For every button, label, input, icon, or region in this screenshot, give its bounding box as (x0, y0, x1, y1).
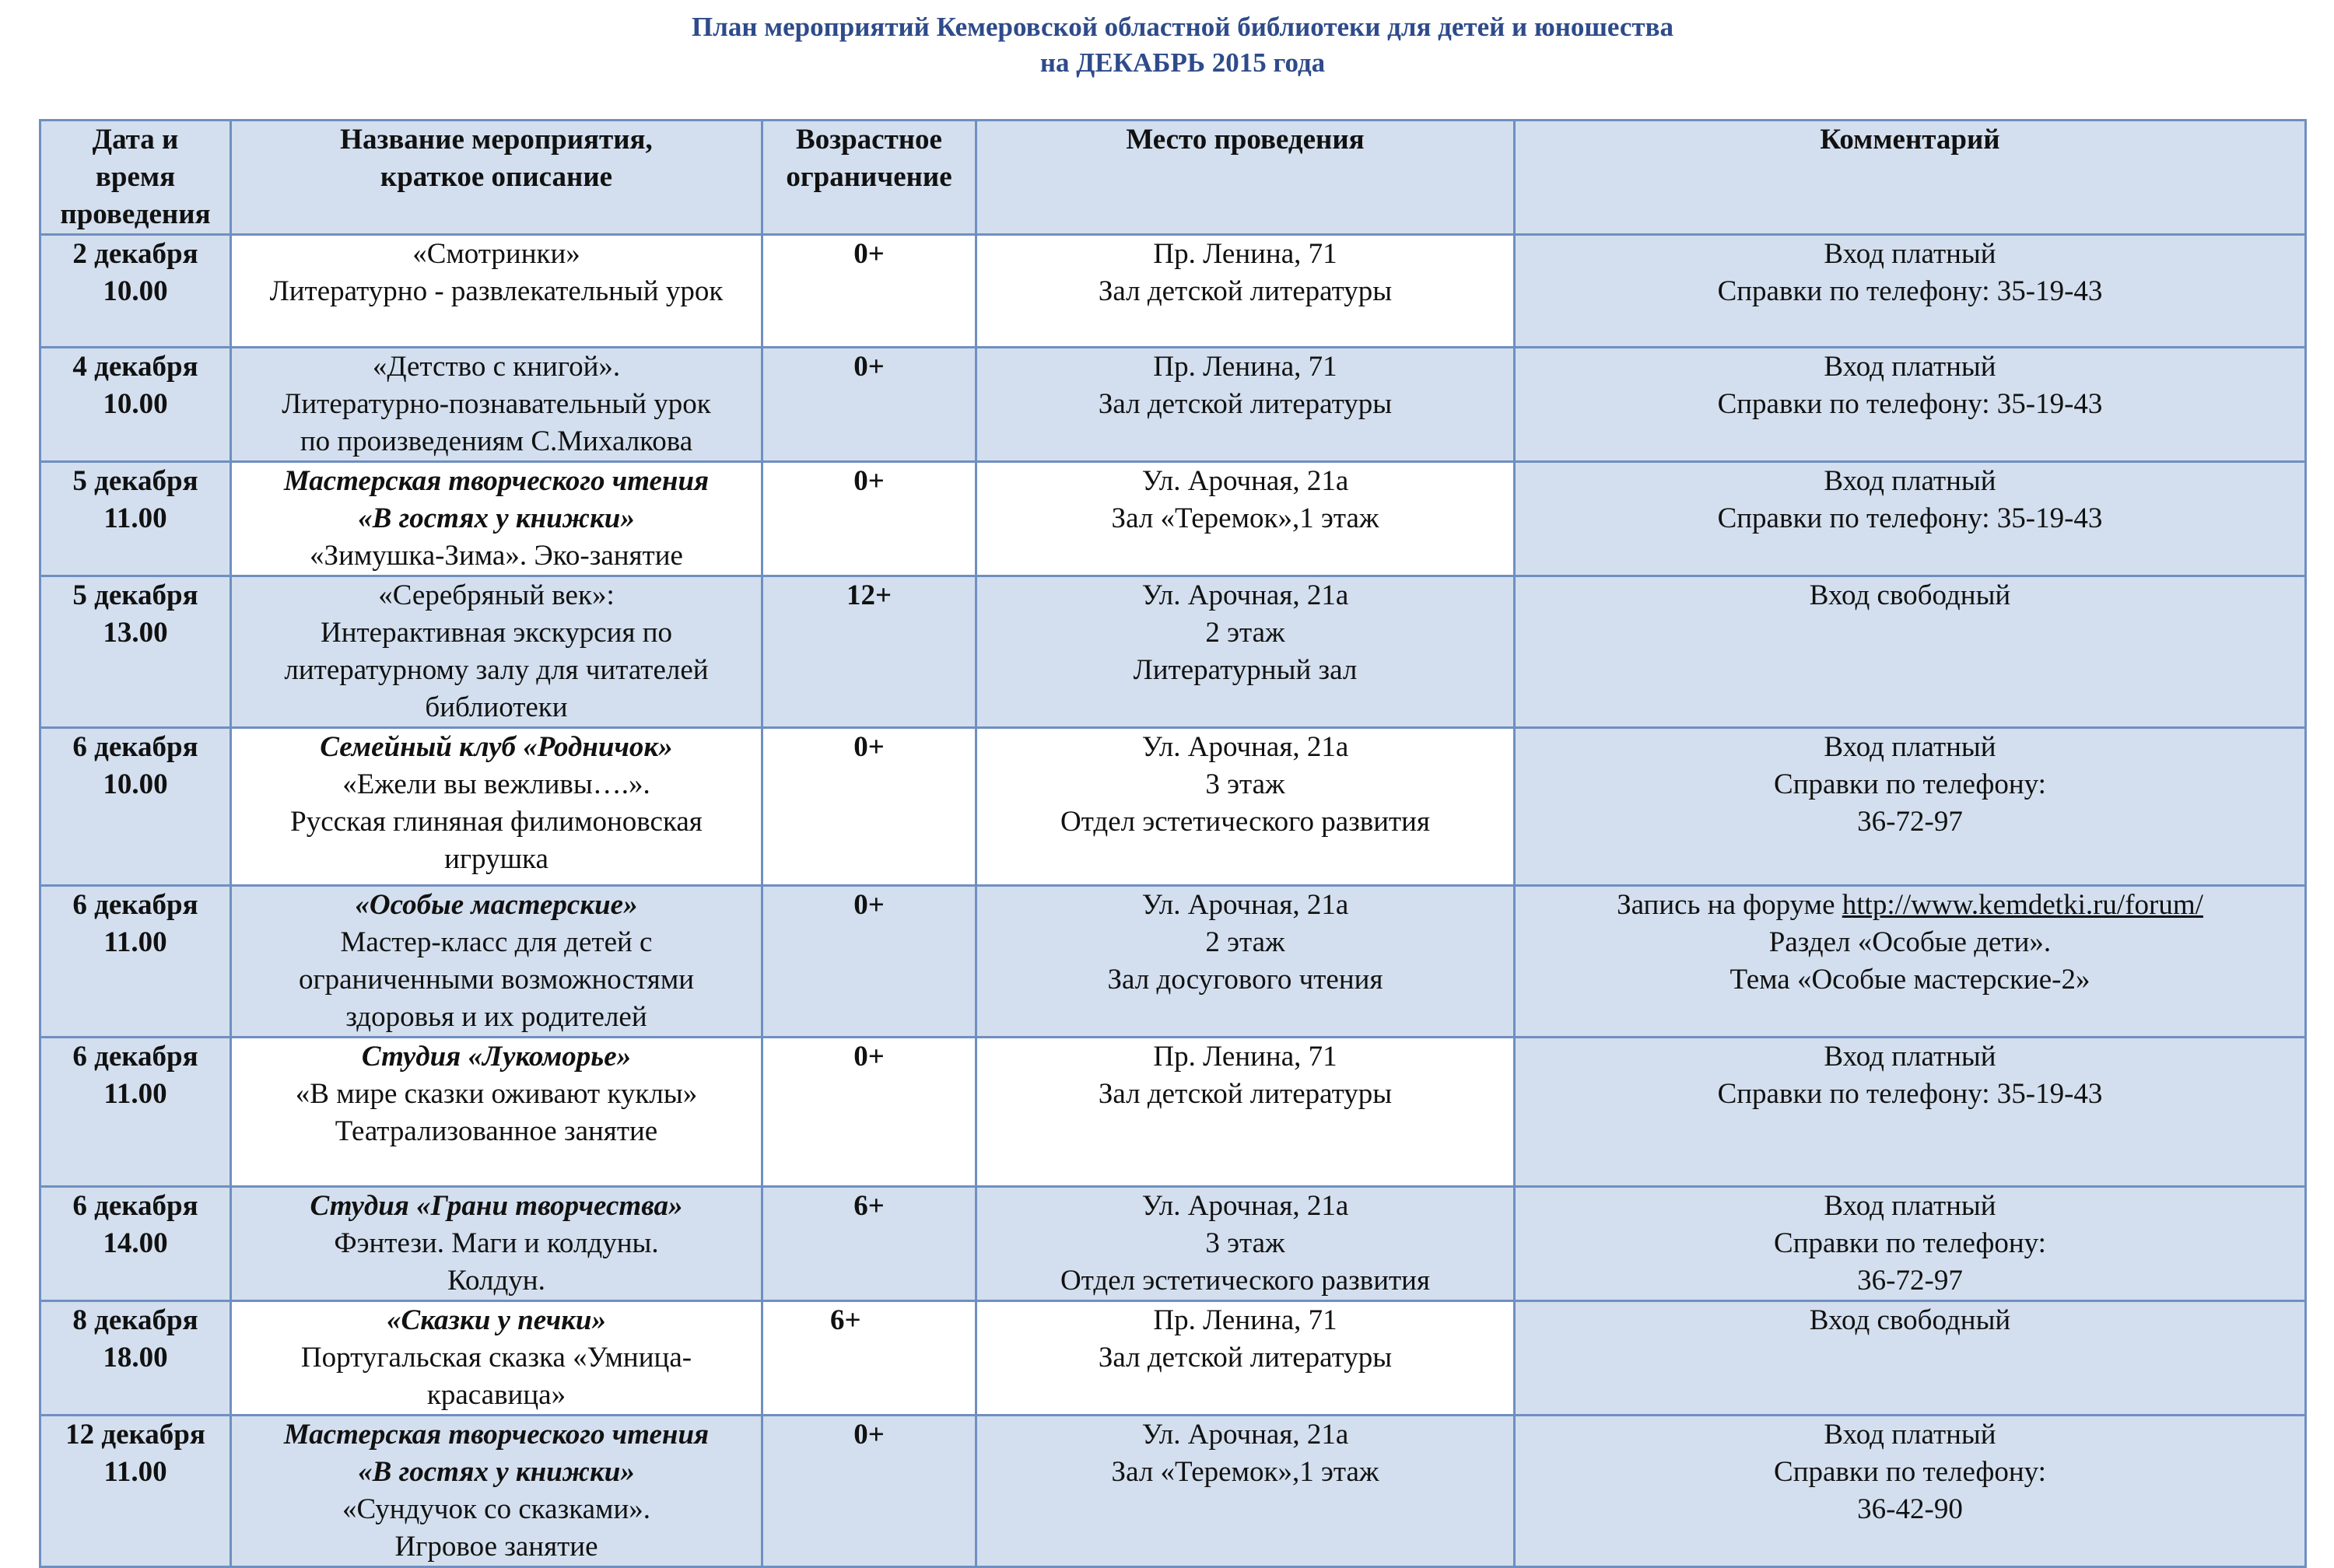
place-text: Зал детской литературы (1098, 1342, 1393, 1374)
event-name-text: Интерактивная экскурсия по (320, 617, 673, 649)
place-cell (976, 1301, 1515, 1416)
comment-cell (1515, 886, 2306, 1038)
event-name-text: Литературно-познавательный урок (282, 388, 711, 420)
date-text: 18.00 (103, 1342, 168, 1374)
date-text: 5 декабря (72, 465, 198, 497)
comment-text: Вход платный (1824, 351, 1996, 383)
title-line-1: План мероприятий Кемеровской областной библиотеки для детей и юношества (691, 12, 1674, 42)
place-text: Зал детской литературы (1098, 388, 1393, 420)
date-text: 11.00 (103, 1456, 167, 1488)
date-cell (40, 886, 231, 1038)
date-text: 4 декабря (72, 351, 198, 383)
comment-text: Вход платный (1824, 1190, 1996, 1222)
place-text: Литературный зал (1133, 654, 1358, 686)
header-text: проведения (60, 198, 211, 230)
event-name-text: «В мире сказки оживают куклы» (295, 1078, 698, 1110)
event-name-text: «Детство с книгой». (372, 351, 621, 383)
event-name-text: «Смотринки» (412, 238, 580, 270)
event-name-text: «В гостях у книжки» (358, 502, 635, 534)
place-text: Ул. Арочная, 21а (1141, 731, 1349, 763)
header-text: Дата и (92, 124, 179, 156)
place-cell (976, 1187, 1515, 1301)
place-cell (976, 886, 1515, 1038)
date-text: 11.00 (103, 502, 167, 534)
event-name-text: Театрализованное занятие (335, 1115, 658, 1147)
event-name-text: «Сундучок со сказками». (342, 1493, 651, 1525)
event-name-text: «В гостях у книжки» (358, 1456, 635, 1488)
header-text: Название мероприятия, (340, 124, 653, 156)
place-text: Отдел эстетического развития (1060, 806, 1430, 838)
place-text: 2 этаж (1205, 926, 1285, 958)
event-name-cell (231, 1187, 762, 1301)
place-cell (976, 1038, 1515, 1187)
age-text: 0+ (853, 1419, 885, 1451)
comment-cell (1515, 576, 2306, 728)
age-cell (762, 1301, 976, 1416)
table-row (40, 348, 2306, 462)
table-row (40, 1038, 2306, 1187)
event-name-text: Студия «Лукоморье» (361, 1041, 632, 1073)
place-text: Зал детской литературы (1098, 275, 1393, 307)
age-text: 0+ (853, 1041, 885, 1073)
age-text: 0+ (853, 889, 885, 921)
event-name-text: «Серебряный век»: (378, 579, 615, 611)
event-name-text: Русская глиняная филимоновская (290, 806, 703, 838)
age-text: 0+ (853, 238, 885, 270)
events-table (39, 119, 2307, 1568)
header-text: краткое описание (380, 161, 613, 193)
date-cell (40, 1301, 231, 1416)
comment-cell (1515, 235, 2306, 348)
date-cell (40, 576, 231, 728)
place-text: Ул. Арочная, 21а (1141, 889, 1349, 921)
header-text: время (95, 161, 176, 193)
event-name-text: Мастерская творческого чтения (283, 1419, 710, 1451)
place-text: Зал «Теремок»,1 этаж (1111, 502, 1379, 534)
table-row (40, 1187, 2306, 1301)
date-text: 13.00 (103, 617, 168, 649)
age-text: 0+ (853, 731, 885, 763)
comment-text: Справки по телефону: 35-19-43 (1717, 388, 2103, 420)
comment-cell (1515, 1416, 2306, 1567)
place-cell (976, 576, 1515, 728)
forum-link[interactable]: http://www.kemdetki.ru/forum/ (1842, 889, 2203, 921)
event-name-text: Мастер-класс для детей с (340, 926, 653, 958)
table-row (40, 728, 2306, 886)
date-text: 12 декабря (65, 1419, 205, 1451)
comment-text: Справки по телефону: (1774, 1227, 2046, 1259)
table-header-row (40, 121, 2306, 235)
place-text: Пр. Ленина, 71 (1153, 1304, 1337, 1336)
document-title (0, 9, 2334, 81)
comment-cell (1515, 348, 2306, 462)
age-cell (762, 1187, 976, 1301)
comment-text: Справки по телефону: 35-19-43 (1717, 1078, 2103, 1110)
comment-cell (1515, 1187, 2306, 1301)
header-text: Комментарий (1820, 124, 2000, 156)
comment-text: Раздел «Особые дети». (1768, 926, 2052, 958)
header-text: Место проведения (1126, 124, 1365, 156)
comment-cell (1515, 462, 2306, 576)
date-cell (40, 1416, 231, 1567)
place-text: Ул. Арочная, 21а (1141, 1419, 1349, 1451)
event-name-text: «Ежели вы вежливы….». (342, 768, 650, 800)
table-row (40, 1416, 2306, 1567)
comment-cell (1515, 1301, 2306, 1416)
place-text: Зал детской литературы (1098, 1078, 1393, 1110)
comment-text: Тема «Особые мастерские-2» (1729, 964, 2090, 996)
table-row (40, 462, 2306, 576)
place-text: 3 этаж (1205, 768, 1285, 800)
event-name-cell (231, 348, 762, 462)
comment-text: Вход платный (1824, 465, 1996, 497)
date-cell (40, 1038, 231, 1187)
event-name-text: библиотеки (425, 691, 568, 723)
comment-text: 36-72-97 (1857, 1265, 1963, 1297)
place-cell (976, 728, 1515, 886)
place-text: Пр. Ленина, 71 (1153, 1041, 1337, 1073)
event-name-text: Колдун. (447, 1265, 545, 1297)
event-name-text: Семейный клуб «Родничок» (320, 731, 673, 763)
date-text: 5 декабря (72, 579, 198, 611)
table-row (40, 886, 2306, 1038)
comment-text: Вход платный (1824, 1419, 1996, 1451)
event-name-cell (231, 728, 762, 886)
date-text: 14.00 (103, 1227, 168, 1259)
place-text: Пр. Ленина, 71 (1153, 238, 1337, 270)
date-cell (40, 348, 231, 462)
header-date (40, 121, 231, 235)
comment-text: 36-72-97 (1857, 806, 1963, 838)
comment-text: Вход свободный (1809, 579, 2011, 611)
event-name-text: Мастерская творческого чтения (283, 465, 710, 497)
comment-cell (1515, 728, 2306, 886)
age-cell (762, 1416, 976, 1567)
table-row (40, 1301, 2306, 1416)
event-name-text: игрушка (444, 843, 548, 875)
header-text: ограничение (786, 161, 952, 193)
comment-text: Вход платный (1824, 238, 1996, 270)
title-line-2: на ДЕКАБРЬ 2015 года (1039, 47, 1326, 78)
event-name-text: литературному залу для читателей (284, 654, 709, 686)
comment-text: Справки по телефону: 35-19-43 (1717, 275, 2103, 307)
place-text: Пр. Ленина, 71 (1153, 351, 1337, 383)
age-cell (762, 462, 976, 576)
date-text: 6 декабря (72, 1190, 198, 1222)
place-text: Отдел эстетического развития (1060, 1265, 1430, 1297)
place-text: Зал досугового чтения (1107, 964, 1383, 996)
age-cell (762, 576, 976, 728)
age-text: 12+ (846, 579, 892, 611)
event-name-cell (231, 1416, 762, 1567)
event-name-cell (231, 576, 762, 728)
event-name-text: здоровья и их родителей (345, 1001, 647, 1033)
comment-text: Вход платный (1824, 731, 1996, 763)
comment-text: Справки по телефону: (1774, 1456, 2046, 1488)
header-comment (1515, 121, 2306, 235)
event-name-text: «Особые мастерские» (355, 889, 638, 921)
place-text: Ул. Арочная, 21а (1141, 465, 1349, 497)
age-cell (762, 235, 976, 348)
date-cell (40, 728, 231, 886)
event-name-cell (231, 1038, 762, 1187)
date-text: 6 декабря (72, 1041, 198, 1073)
event-name-text: Игровое занятие (394, 1531, 598, 1563)
place-text: 3 этаж (1205, 1227, 1285, 1259)
date-text: 6 декабря (72, 731, 198, 763)
place-cell (976, 348, 1515, 462)
event-name-text: «Зимушка-Зима». Эко-занятие (310, 540, 683, 572)
age-text: 6+ (830, 1304, 861, 1336)
place-text: Зал «Теремок»,1 этаж (1111, 1456, 1379, 1488)
comment-text: 36-42-90 (1857, 1493, 1963, 1525)
table-row (40, 235, 2306, 348)
event-name-cell (231, 235, 762, 348)
event-name-text: «Сказки у печки» (387, 1304, 606, 1336)
event-name-cell (231, 1301, 762, 1416)
comment-text: Вход свободный (1809, 1304, 2011, 1336)
comment-text: Запись на форуме http://www.kemdetki.ru/forum/ (1617, 889, 2203, 921)
event-name-text: Португальская сказка «Умница- (300, 1342, 692, 1374)
event-name-text: красавица» (426, 1379, 566, 1411)
age-cell (762, 728, 976, 886)
header-place (976, 121, 1515, 235)
comment-text: Вход платный (1824, 1041, 1996, 1073)
header-name (231, 121, 762, 235)
event-name-cell (231, 462, 762, 576)
date-text: 8 декабря (72, 1304, 198, 1336)
age-cell (762, 348, 976, 462)
date-cell (40, 462, 231, 576)
date-text: 11.00 (103, 926, 167, 958)
place-cell (976, 1416, 1515, 1567)
date-text: 2 декабря (72, 238, 198, 270)
event-name-text: Литературно - развлекательный урок (269, 275, 724, 307)
event-name-text: Фэнтези. Маги и колдуны. (334, 1227, 659, 1259)
date-cell (40, 1187, 231, 1301)
table-row (40, 576, 2306, 728)
age-text: 6+ (853, 1190, 885, 1222)
comment-cell (1515, 1038, 2306, 1187)
date-cell (40, 235, 231, 348)
date-text: 10.00 (103, 768, 168, 800)
age-text: 0+ (853, 351, 885, 383)
place-cell (976, 235, 1515, 348)
date-text: 10.00 (103, 275, 168, 307)
comment-text: Справки по телефону: (1774, 768, 2046, 800)
age-cell (762, 1038, 976, 1187)
comment-text: Справки по телефону: 35-19-43 (1717, 502, 2103, 534)
date-text: 10.00 (103, 388, 168, 420)
place-cell (976, 462, 1515, 576)
event-name-text: по произведениям С.Михалкова (300, 425, 693, 457)
place-text: Ул. Арочная, 21а (1141, 1190, 1349, 1222)
date-text: 11.00 (103, 1078, 167, 1110)
age-cell (762, 886, 976, 1038)
date-text: 6 декабря (72, 889, 198, 921)
place-text: 2 этаж (1205, 617, 1285, 649)
age-text: 0+ (853, 465, 885, 497)
event-name-text: Студия «Грани творчества» (310, 1190, 683, 1222)
event-name-text: ограниченными возможностями (298, 964, 695, 996)
header-text: Возрастное (796, 124, 942, 156)
header-age (762, 121, 976, 235)
place-text: Ул. Арочная, 21а (1141, 579, 1349, 611)
event-name-cell (231, 886, 762, 1038)
